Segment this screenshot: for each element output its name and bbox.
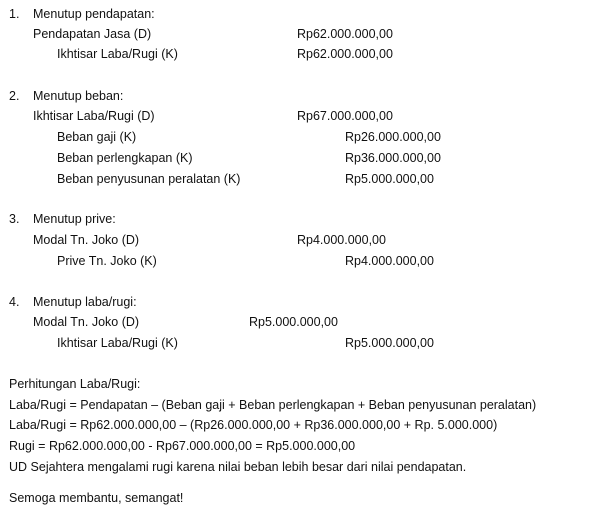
- entry-1-debit-amount: Rp62.000.000,00: [297, 27, 393, 41]
- entry-4-debit-account: Modal Tn. Joko (D): [33, 315, 140, 329]
- entry-3-credit-amount: Rp4.000.000,00: [345, 254, 434, 268]
- entry-3-credit-account: Prive Tn. Joko (K): [57, 254, 157, 268]
- entry-4-credit-amount: Rp5.000.000,00: [345, 336, 434, 350]
- entry-2-credit-amount-2: Rp36.000.000,00: [345, 151, 441, 165]
- entry-4-number: 4.: [9, 295, 20, 309]
- entry-2-credit-account-3: Beban penyusunan peralatan (K): [57, 172, 241, 186]
- entry-1-number: 1.: [9, 7, 20, 21]
- entry-2-credit-amount-1: Rp26.000.000,00: [345, 130, 441, 144]
- calculation-line-3: Rugi = Rp62.000.000,00 - Rp67.000.000,00 = Rp5.000.000,00: [9, 439, 356, 453]
- entry-2-number: 2.: [9, 89, 20, 103]
- entry-2-credit-amount-3: Rp5.000.000,00: [345, 172, 434, 186]
- entry-3-number: 3.: [9, 212, 20, 226]
- calculation-line-2: Laba/Rugi = Rp62.000.000,00 – (Rp26.000.000,00 + Rp36.000.000,00 + Rp. 5.000.000): [9, 418, 498, 432]
- entry-2-debit-amount: Rp67.000.000,00: [297, 109, 393, 123]
- entry-4-debit-amount: Rp5.000.000,00: [249, 315, 338, 329]
- entry-4-credit-account: Ikhtisar Laba/Rugi (K): [57, 336, 178, 350]
- calculation-line-1: Laba/Rugi = Pendapatan – (Beban gaji + Beban perlengkapan + Beban penyusunan peralatan): [9, 398, 537, 412]
- calculation-conclusion: UD Sejahtera mengalami rugi karena nilai beban lebih besar dari nilai pendapatan.: [9, 460, 467, 474]
- entry-1-heading: Menutup pendapatan:: [33, 7, 155, 21]
- entry-1-credit-account: Ikhtisar Laba/Rugi (K): [57, 47, 178, 61]
- entry-1-debit-account: Pendapatan Jasa (D): [33, 27, 152, 41]
- entry-1-credit-amount: Rp62.000.000,00: [297, 47, 393, 61]
- entry-2-credit-account-1: Beban gaji (K): [57, 130, 137, 144]
- entry-4-heading: Menutup laba/rugi:: [33, 295, 137, 309]
- entry-2-credit-account-2: Beban perlengkapan (K): [57, 151, 193, 165]
- entry-2-heading: Menutup beban:: [33, 89, 124, 103]
- entry-3-heading: Menutup prive:: [33, 212, 116, 226]
- closing-remark: Semoga membantu, semangat!: [9, 491, 184, 505]
- entry-3-debit-amount: Rp4.000.000,00: [297, 233, 386, 247]
- entry-3-debit-account: Modal Tn. Joko (D): [33, 233, 140, 247]
- calculation-title: Perhitungan Laba/Rugi:: [9, 377, 141, 391]
- entry-2-debit-account: Ikhtisar Laba/Rugi (D): [33, 109, 155, 123]
